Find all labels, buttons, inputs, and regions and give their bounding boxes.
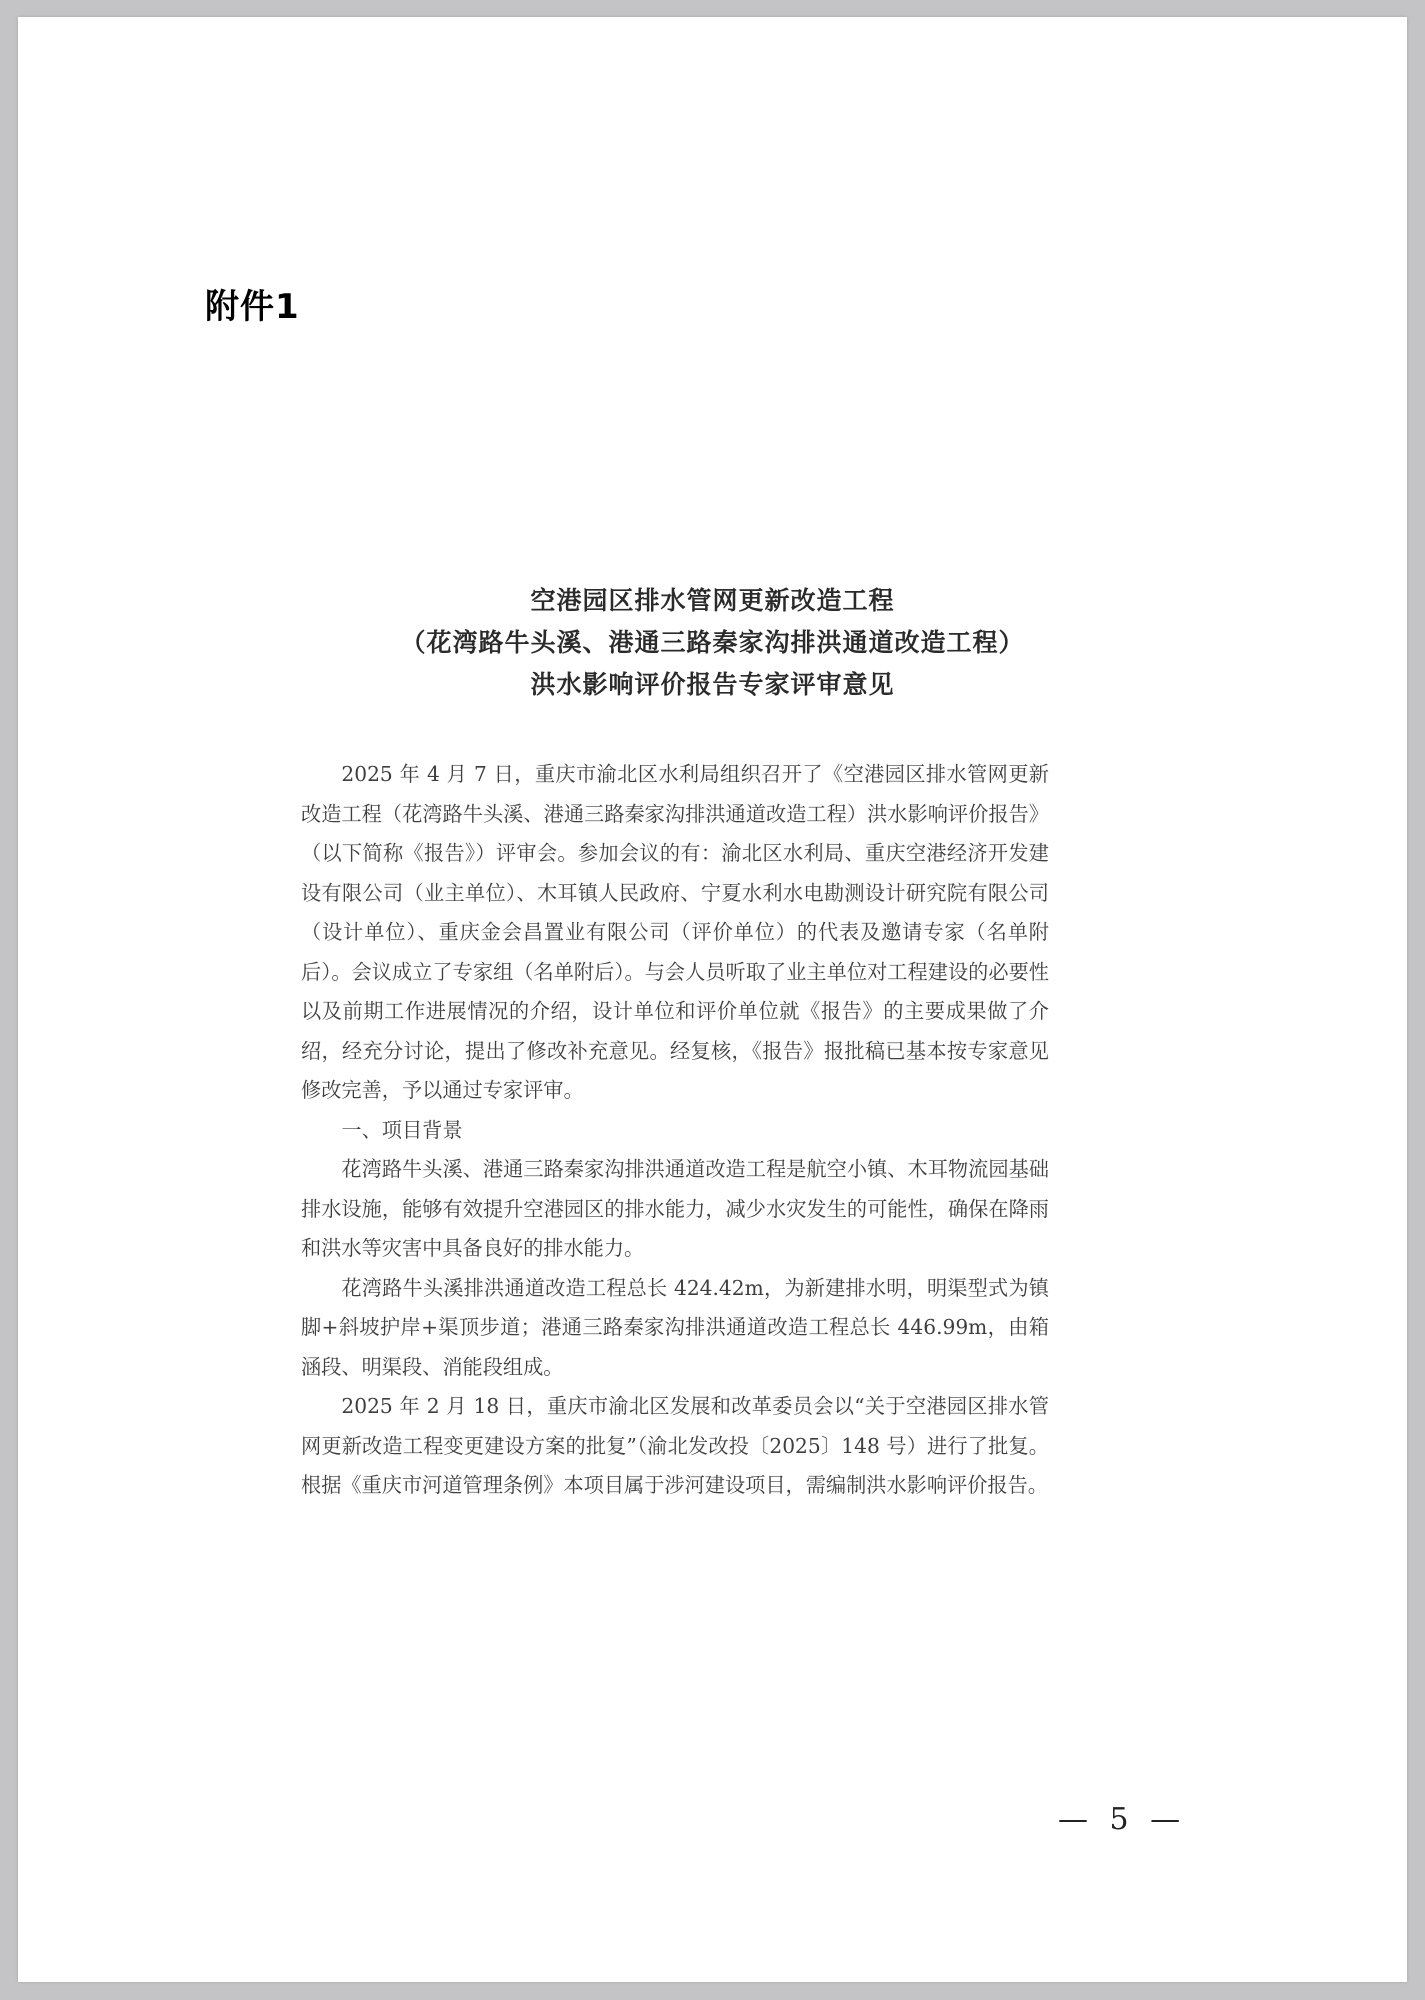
title-line-3: 洪水影响评价报告专家评审意见 xyxy=(530,670,895,699)
paragraph-approval: 2025 年 2 月 18 日，重庆市渝北区发展和改革委员会以“关于空港园区排水管网更新改造工程变更建设方案的批复”（渝北发改投〔2025〕148 号）进行了批复。根据《重庆市河道管理条例》本项目属于涉河建设项目，需编制洪水影响评价报告。 xyxy=(301,1394,1049,1497)
document-body xyxy=(301,755,1049,1506)
title-line-2: （花湾路牛头溪、港通三路秦家沟排洪通道改造工程） xyxy=(400,628,1025,657)
attachment-label: 附件1 xyxy=(205,287,300,327)
paragraph-meeting: 2025 年 4 月 7 日，重庆市渝北区水利局组织召开了《空港园区排水管网更新改造工程（花湾路牛头溪、港通三路秦家沟排洪通道改造工程）洪水影响评价报告》（以下简称《报告》）评审会。参加会议的有：渝北区水利局、重庆空港经济开发建设有限公司（业主单位）、木耳镇人民政府、宁夏水利水电勘测设计研究院有限公司（设计单位）、重庆金会昌置业有限公司（评价单位）的代表及邀请专家（名单附后）。会议成立了专家组（名单附后）。与会人员听取了业主单位对工程建设的必要性以及前期工作进展情况的介绍，设计单位和评价单位就《报告》的主要成果做了介绍，经充分讨论，提出了修改补充意见。经复核，《报告》报批稿已基本按专家意见修改完善，予以通过专家评审。 xyxy=(301,762,1049,1102)
document-title xyxy=(18,580,1407,706)
section-heading-background: 一、项目背景 xyxy=(341,1117,463,1142)
paragraph-project-scale: 花湾路牛头溪排洪通道改造工程总长 424.42m，为新建排水明，明渠型式为镇脚+斜坡护岸+渠顶步道；港通三路秦家沟排洪通道改造工程总长 446.99m，由箱涵段、明渠段、消能段组成。 xyxy=(301,1275,1049,1379)
page-number: — 5 — xyxy=(1058,1802,1187,1837)
title-line-1: 空港园区排水管网更新改造工程 xyxy=(530,586,895,615)
paragraph-project-purpose: 花湾路牛头溪、港通三路秦家沟排洪通道改造工程是航空小镇、木耳物流园基础排水设施，能够有效提升空港园区的排水能力，减少水灾发生的可能性，确保在降雨和洪水等灾害中具备良好的排水能力。 xyxy=(301,1157,1049,1260)
document-page xyxy=(18,17,1407,1982)
